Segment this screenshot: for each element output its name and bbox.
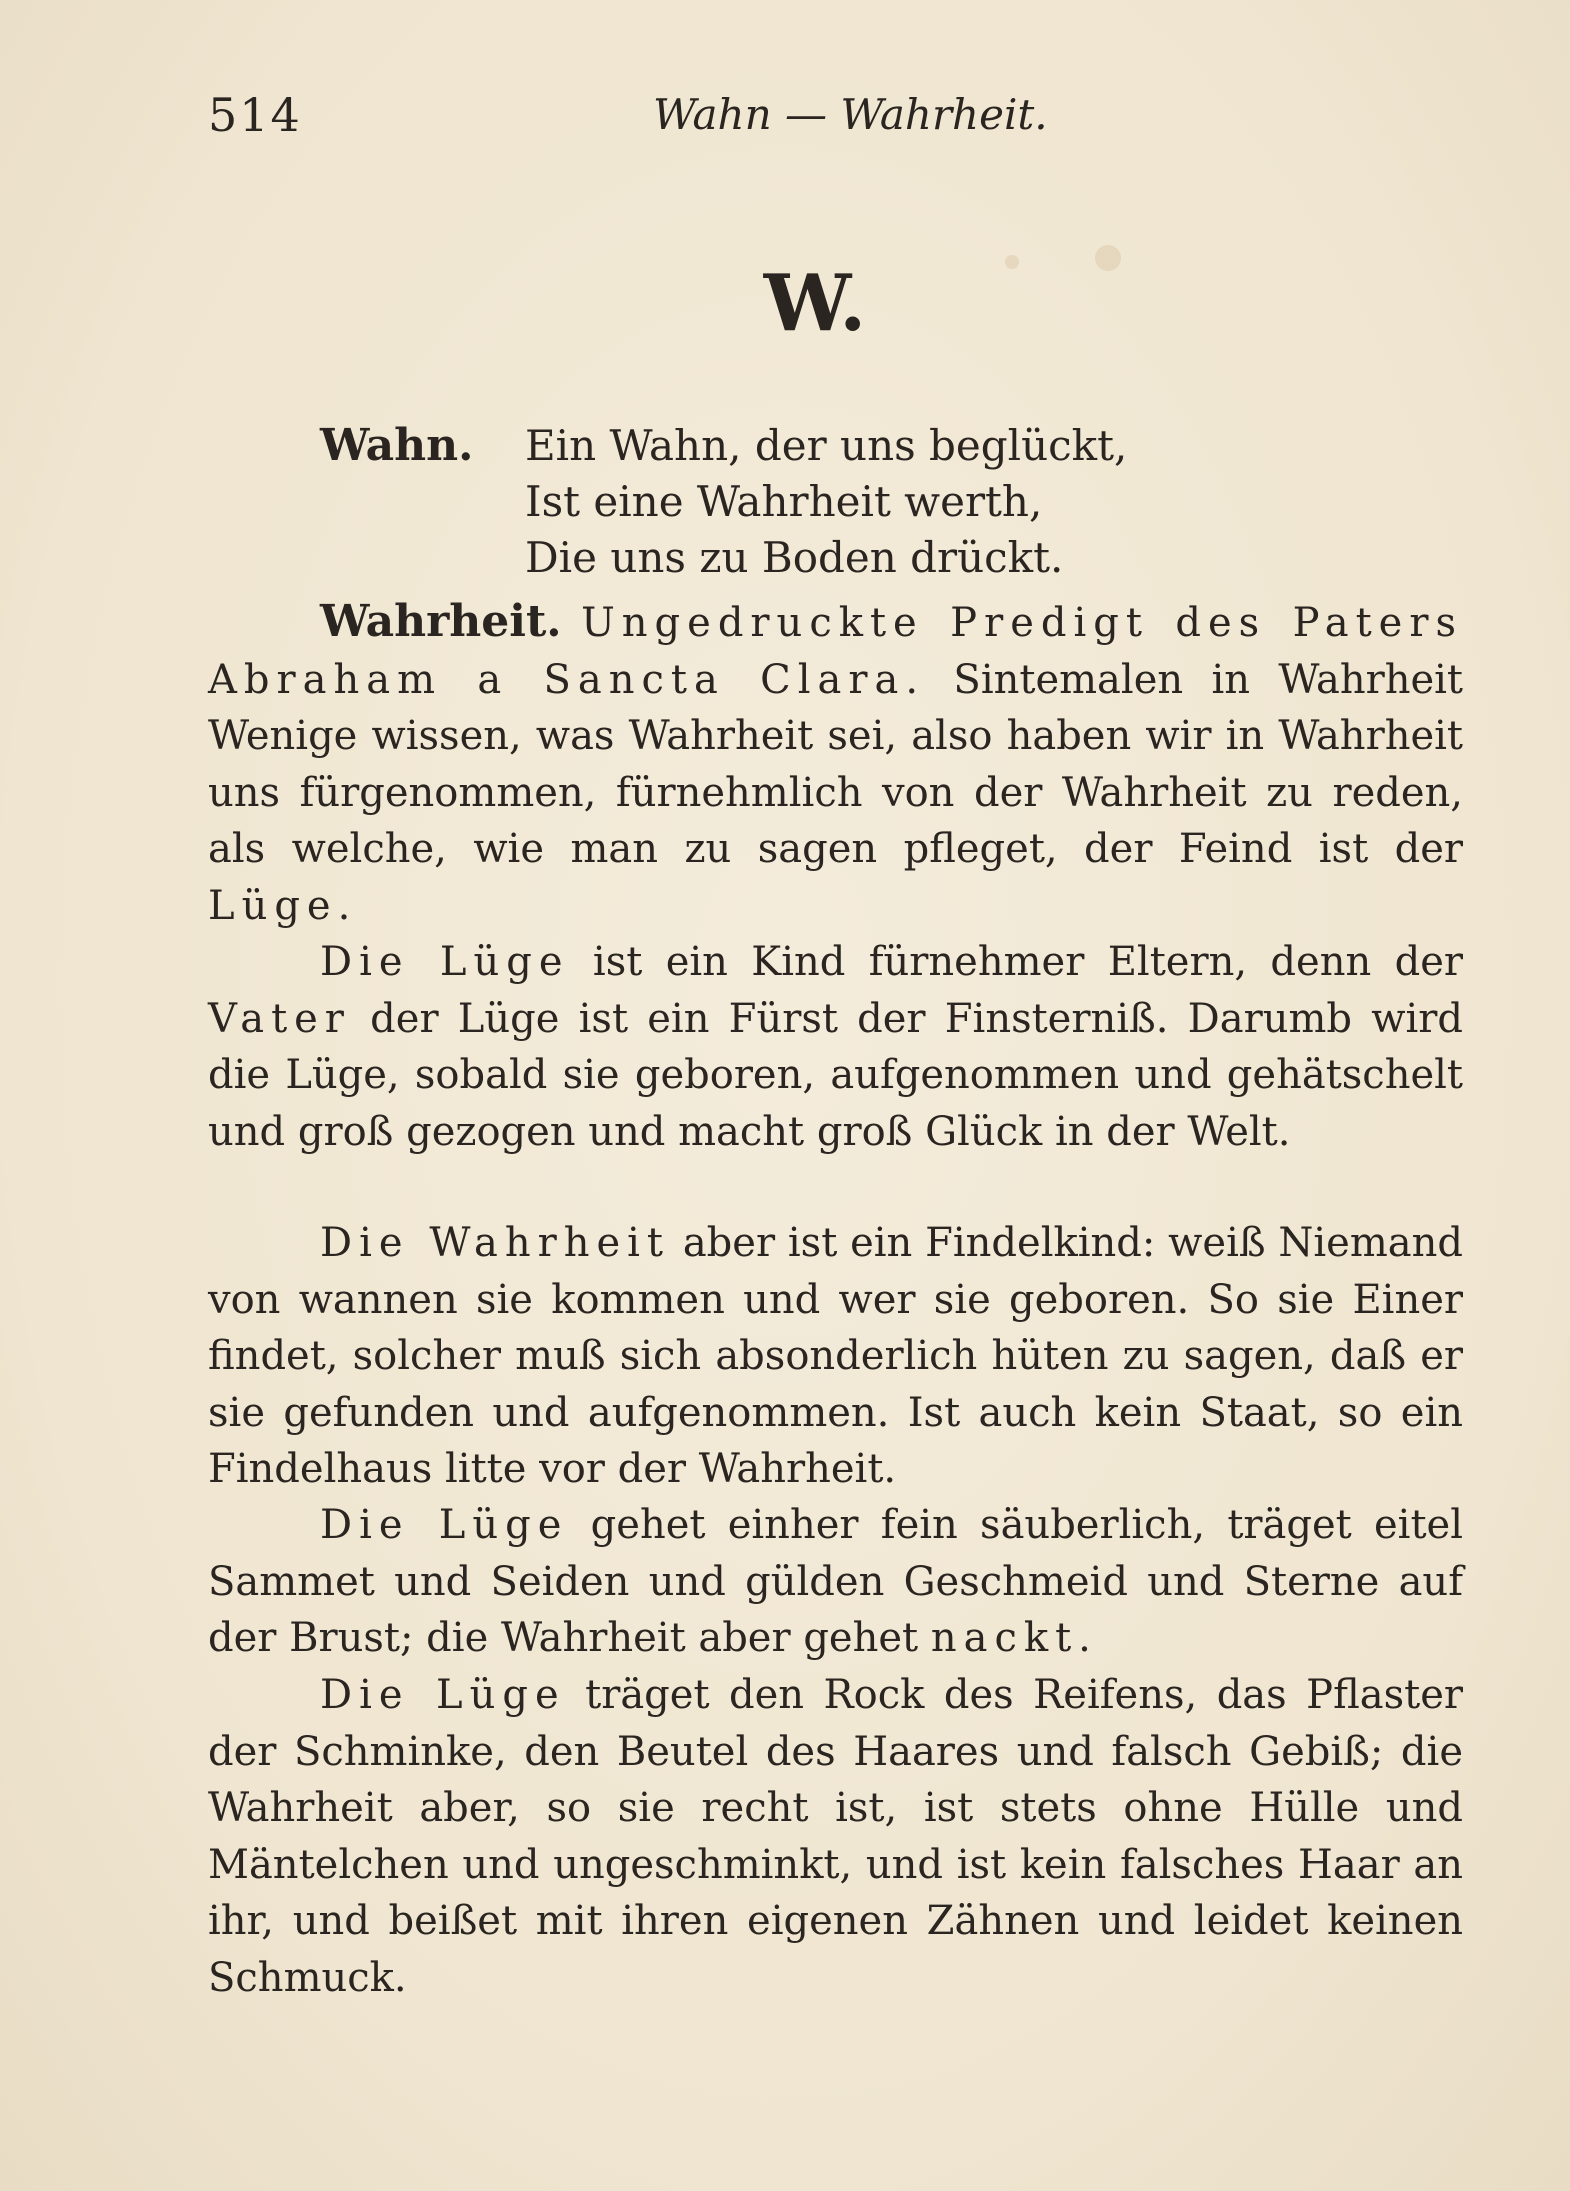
paragraph-text: der Lüge ist ein Fürst der Finsterniß. Darumb wird die Lüge, sobald sie geboren, aufgenommen und gehätschelt und groß gezogen und macht groß Glück in der Welt. xyxy=(208,995,1464,1155)
paragraph-text: ist ein Kind fürnehmer Eltern, denn der xyxy=(592,939,1464,985)
paragraph xyxy=(208,1215,1463,1498)
running-head xyxy=(208,88,1463,148)
running-title: Wahn — Wahrheit. xyxy=(653,90,1048,139)
paragraph-text: träget den Rock des Reifens, das Pflaster der Schminke, den Beutel des Haares und falsch Gebiß; die Wahrheit aber, so sie recht ist, ist stets ohne Hülle und Mäntelchen und ungeschminkt, und ist kein falsches Haar an ihr, und beißet mit ihren eigenen Zähnen und leidet keinen Schmuck. xyxy=(208,1672,1463,2001)
spaced-word: Die Lüge xyxy=(320,1672,566,1718)
section-letter: W. xyxy=(763,258,867,349)
spaced-word: Vater xyxy=(208,995,351,1042)
paragraph xyxy=(208,934,1463,1160)
entry-wahn xyxy=(320,418,1470,586)
headword-wahn: Wahn. xyxy=(320,420,474,471)
spaced-word: nackt. xyxy=(930,1615,1098,1661)
paragraph xyxy=(208,1497,1463,1667)
spaced-word: Die Lüge xyxy=(320,1502,569,1548)
spaced-word: Die Lüge xyxy=(320,939,570,985)
paragraph xyxy=(208,1667,1463,2006)
paragraph-wahrheit xyxy=(208,594,1463,934)
source-citation: Ungedruckte Predigt des Paters Abraham a Sancta Clara. xyxy=(208,600,1463,703)
verse-text: Ein Wahn, der uns beglückt, xyxy=(525,421,1128,470)
paragraph-text: aber ist ein Findelkind: weiß Niemand von wannen sie kommen und wer sie geboren. So sie Einer findet, solcher muß sich absonderlich hüten zu sagen, daß er sie gefunden und aufgenommen. Ist auch kein Staat, so ein Findelhaus litte vor der Wahrheit. xyxy=(208,1220,1464,1492)
spaced-word: Lüge. xyxy=(208,882,358,929)
headword-wahrheit: Wahrheit. xyxy=(320,596,562,647)
page-number: 514 xyxy=(208,88,302,142)
verse-line: Die uns zu Boden drückt. xyxy=(525,533,1064,582)
verse-line xyxy=(320,418,1470,474)
spaced-word: Die Wahrheit xyxy=(320,1220,671,1266)
paragraph-text: gehet einher fein säuberlich, träget eitel Sammet und Seiden und gülden Geschmeid und Sterne auf der Brust; die Wahrheit aber gehet xyxy=(208,1502,1463,1661)
paragraph-text: Sintemalen in Wahrheit Wenige wissen, was Wahrheit sei, also haben wir in Wahrheit uns fürgenommen, fürnehmlich von der Wahrheit zu reden, als welche, wie man zu sagen pfleget, der Feind ist der xyxy=(208,656,1463,872)
verse-line: Ist eine Wahrheit werth, xyxy=(525,477,1043,526)
